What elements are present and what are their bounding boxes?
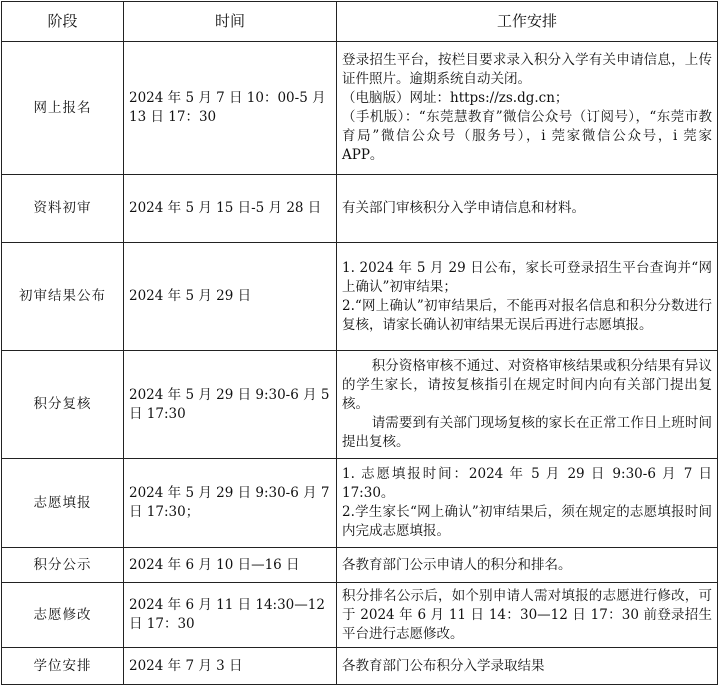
arrangement-line: （手机版）：“东莞慧教育”微信公众号（订阅号），“东莞市教育局”微信公众号（服务号），i 莞家微信公众号，i 莞家 APP。	[342, 109, 712, 163]
arrangement-line: 1. 2024 年 5 月 29 日公布，家长可登录招生平台查询并“网上确认”初审结果；	[342, 259, 712, 295]
arrangement-line: 积分排名公示后，如个别申请人需对填报的志愿进行修改，可于 2024 年 6 月 11 日 14：30—12 日 17：30 前登录招生平台进行志愿修改。	[342, 587, 712, 642]
time-cell: 2024 年 5 月 29 日 9:30-6 月 7 日 17:30；	[124, 459, 337, 548]
table-row	[2, 351, 718, 459]
time-cell: 2024 年 5 月 7 日 10：00-5 月 13 日 17：30	[124, 42, 337, 175]
arrangement-line: 2.“网上确认”初审结果后，不能再对报名信息和积分分数进行复核，请家长确认初审结果无误后再进行志愿填报。	[342, 297, 712, 333]
header-time: 时间	[124, 2, 337, 42]
time-cell: 2024 年 6 月 10 日—16 日	[124, 548, 337, 583]
stage-cell: 志愿填报	[2, 459, 124, 548]
arrangement-cell	[337, 459, 718, 548]
arrangement-line: 请需要到有关部门现场复核的家长在正常工作日上班时间提出复核。	[342, 415, 712, 450]
arrangement-cell	[337, 583, 718, 648]
header-arrangement: 工作安排	[337, 2, 718, 42]
time-cell: 2024 年 5 月 29 日	[124, 243, 337, 351]
time-cell: 2024 年 6 月 11 日 14:30—12 日 17：30	[124, 583, 337, 648]
stage-cell: 初审结果公布	[2, 243, 124, 351]
arrangement-line: 各教育部门公示申请人的积分和排名。	[342, 556, 572, 573]
stage-cell: 积分公示	[2, 548, 124, 583]
arrangement-cell	[337, 648, 718, 685]
time-cell: 2024 年 7 月 3 日	[124, 648, 337, 685]
schedule-table	[1, 1, 718, 685]
arrangement-cell	[337, 548, 718, 583]
table-row	[2, 42, 718, 175]
arrangement-line: 各教育部门公布积分入学录取结果	[342, 657, 545, 674]
stage-cell: 网上报名	[2, 42, 124, 175]
stage-cell: 积分复核	[2, 351, 124, 459]
arrangement-cell	[337, 351, 718, 459]
time-cell: 2024 年 5 月 15 日-5 月 28 日	[124, 175, 337, 243]
stage-cell: 资料初审	[2, 175, 124, 243]
table-row	[2, 548, 718, 583]
table-row	[2, 175, 718, 243]
arrangement-line: 1. 志愿填报时间：2024 年 5 月 29 日 9:30-6 月 7 日 17:30。	[342, 466, 712, 501]
arrangement-cell	[337, 175, 718, 243]
arrangement-cell	[337, 42, 718, 175]
arrangement-line: 积分资格审核不通过、对资格审核结果或积分结果有异议的学生家长，请按复核指引在规定时间内向有关部门提出复核。	[342, 358, 712, 412]
arrangement-cell	[337, 243, 718, 351]
header-stage: 阶段	[2, 2, 124, 42]
arrangement-line: 有关部门审核积分入学申请信息和材料。	[342, 200, 585, 216]
time-cell: 2024 年 5 月 29 日 9:30-6 月 5 日 17:30	[124, 351, 337, 459]
table-row	[2, 243, 718, 351]
arrangement-line: 2.学生家长“网上确认”初审结果后，须在规定的志愿填报时间内完成志愿填报。	[342, 504, 712, 539]
arrangement-line: 登录招生平台，按栏目要求录入积分入学有关申请信息，上传证件照片。逾期系统自动关闭。	[342, 52, 712, 87]
stage-cell: 学位安排	[2, 648, 124, 685]
arrangement-line: （电脑版）网址：https://zs.dg.cn；	[342, 90, 569, 106]
header-row	[2, 2, 718, 42]
table-row	[2, 583, 718, 648]
table-row	[2, 648, 718, 685]
stage-cell: 志愿修改	[2, 583, 124, 648]
table-row	[2, 459, 718, 548]
